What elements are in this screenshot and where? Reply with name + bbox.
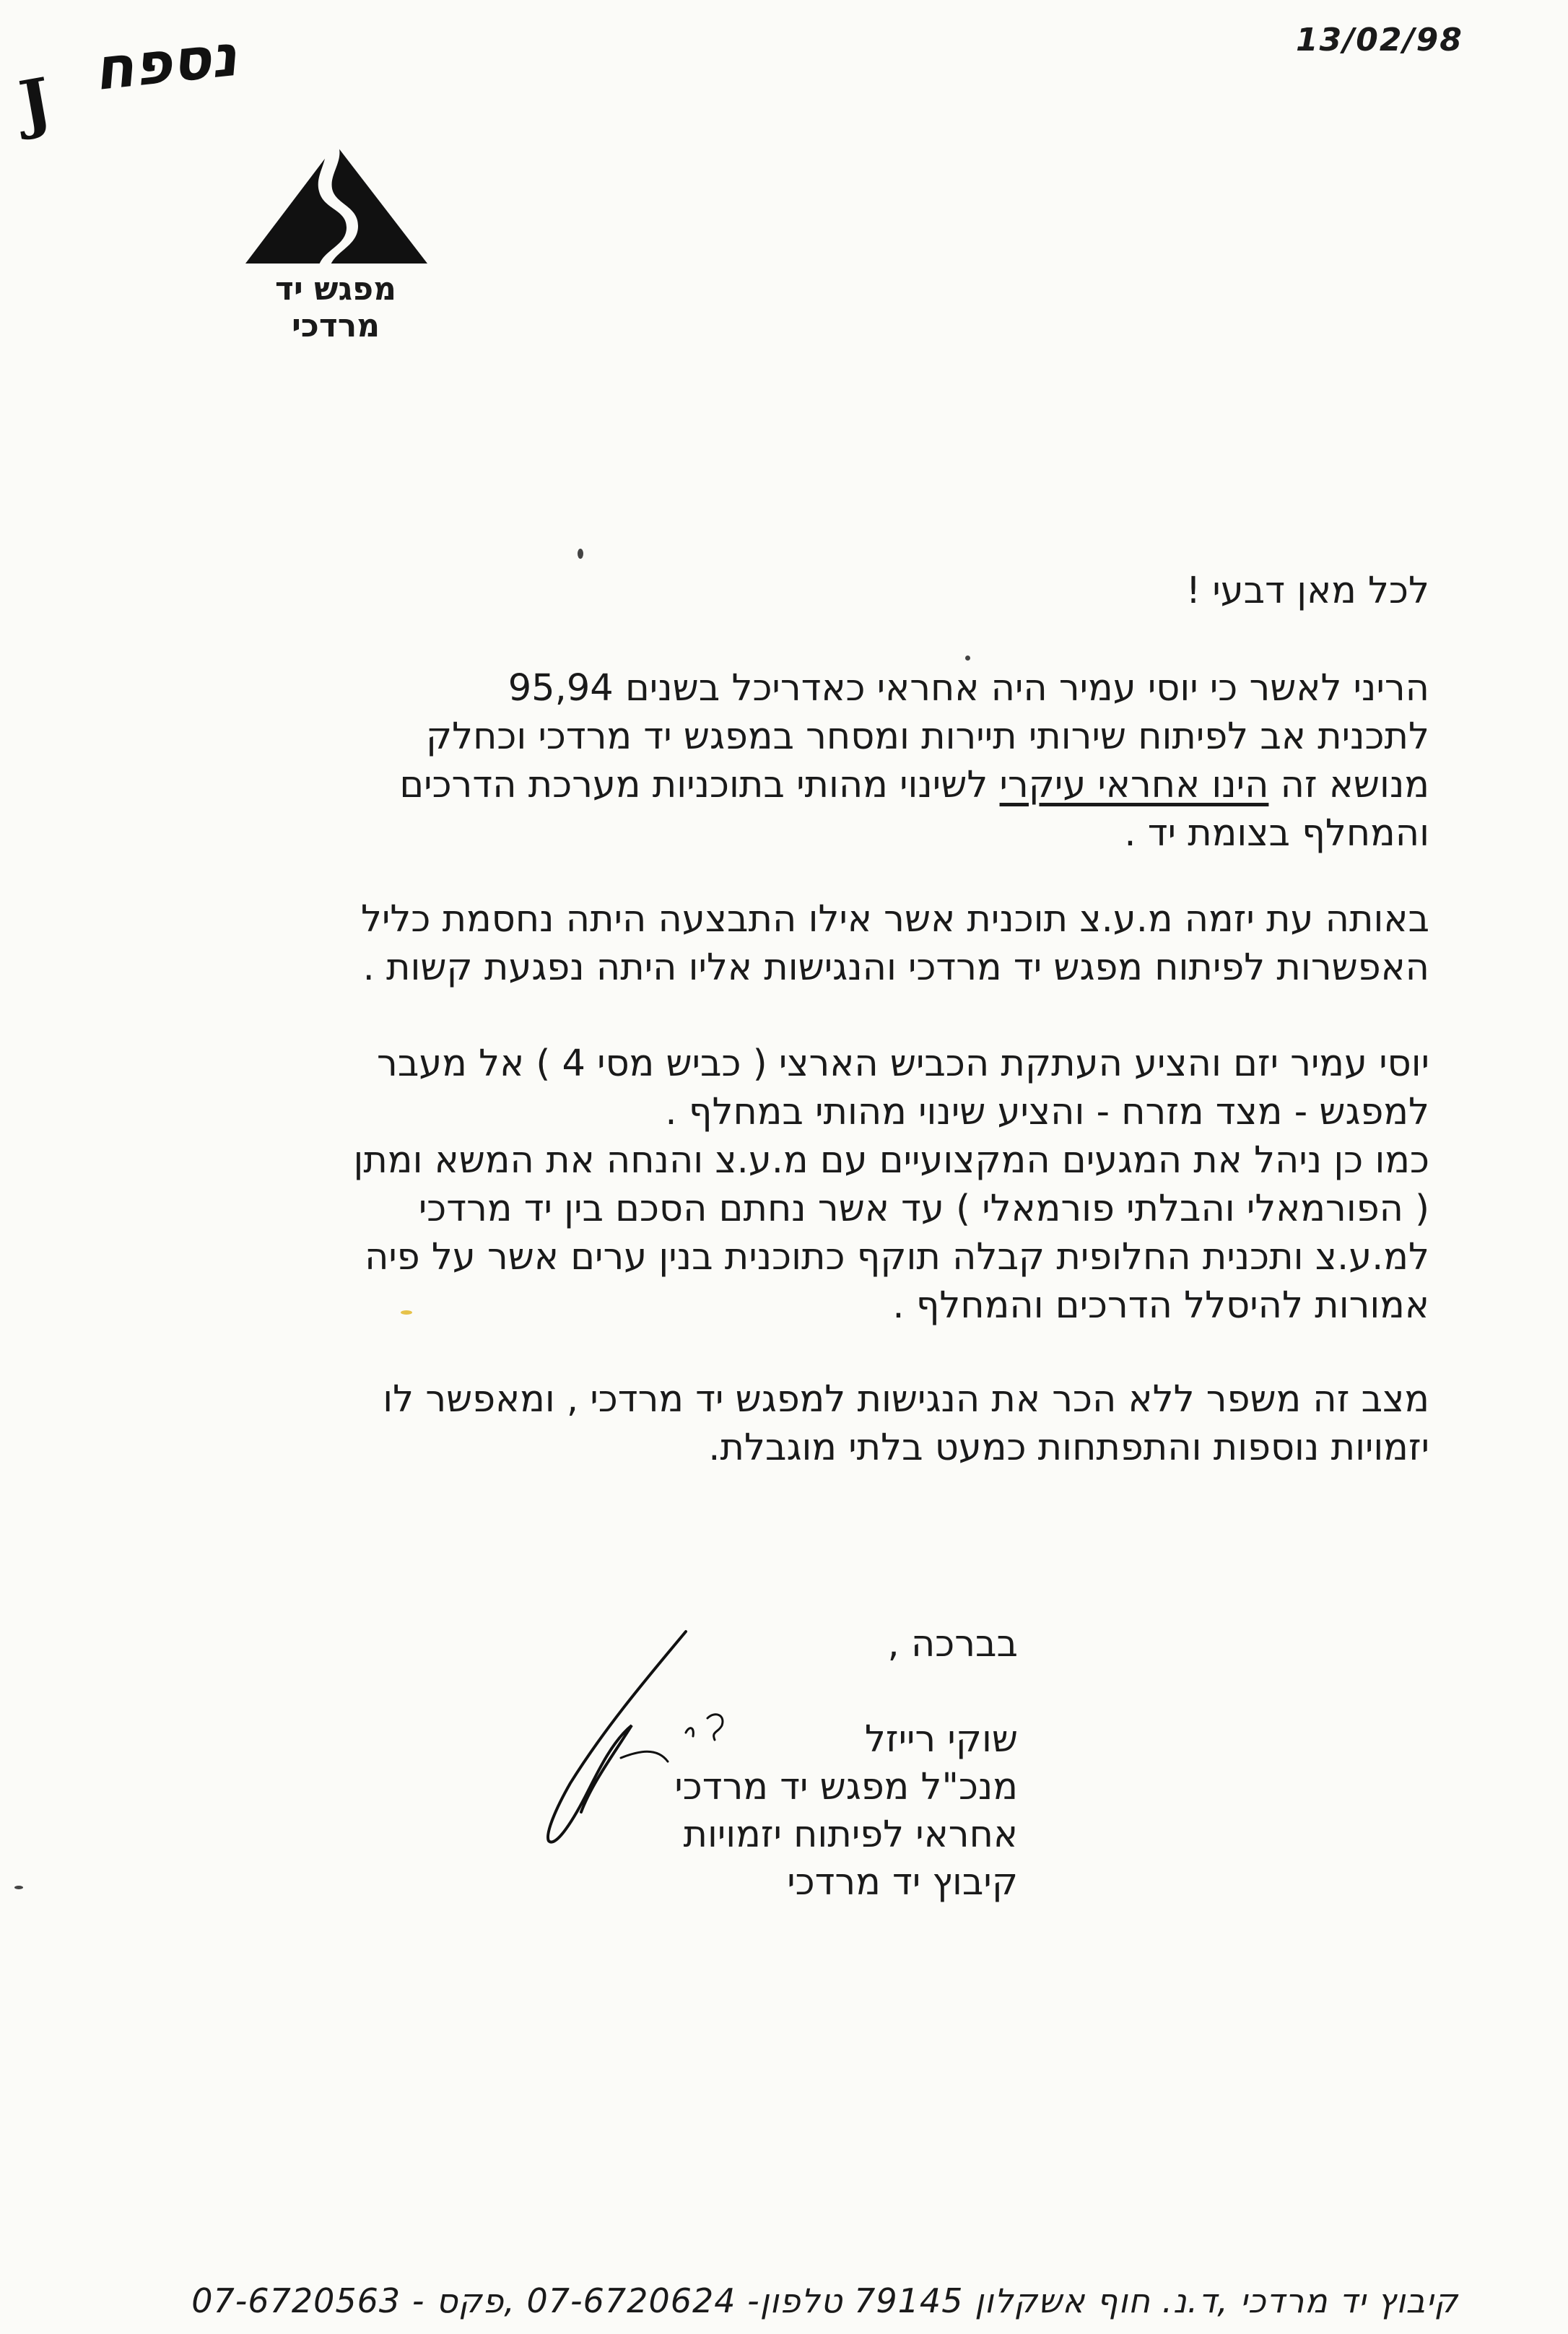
line-after: לשינוי מהותי בתוכניות מערכת הדרכים — [399, 764, 1000, 806]
signer-title: מנכ"ל מפגש יד מרדכי — [674, 1766, 1018, 1808]
signer-name: שוקי רייזל — [864, 1718, 1018, 1761]
handwritten-signature — [505, 1617, 736, 1855]
triangle-logo-icon — [238, 141, 433, 271]
paragraph-line: כמו כן ניהל את המגעים המקצועיים עם מ.ע.צ והנחה את המשא ומתן — [353, 1139, 1429, 1182]
paragraph-line: יזמויות נוספות והתפתחות כמעט בלתי מוגבלת. — [708, 1427, 1429, 1469]
footer-address: קיבוץ יד מרדכי ,ד.נ. חוף אשקלון 79145 טלפון- 07-6720624 ,פקס - 07-6720563 — [191, 2281, 1458, 2320]
paragraph-line: למפגש - מצד מזרח - והציע שינוי מהותי במחלף . — [665, 1091, 1429, 1133]
line-before: מנושא זה — [1268, 764, 1429, 806]
paragraph-4 — [217, 1375, 1429, 1472]
annex-label: נספח — [90, 21, 240, 104]
annex-mark — [14, 14, 240, 142]
greeting: לכל מאן דבעי ! — [1185, 570, 1429, 612]
scan-speck — [14, 1886, 23, 1889]
paragraph-line: האפשרות לפיתוח מפגש יד מרדכי והנגישות אליו היתה נפגעת קשות . — [362, 946, 1429, 989]
paragraph-line: אמורות להיסלל הדרכים והמחלף . — [892, 1284, 1429, 1327]
scan-speck — [965, 656, 970, 661]
organization-logo — [238, 141, 433, 344]
annex-letter: J — [14, 63, 57, 142]
signer-role: אחראי לפיתוח יזמויות — [683, 1813, 1018, 1856]
paragraph-line: הריני לאשר כי יוסי עמיר היה אחראי כאדריכל בשנים 95,94 — [508, 667, 1429, 710]
paragraph-line: למ.ע.צ ותכנית החלופית קבלה תוקף כתוכנית בנין ערים אשר על פיה — [365, 1236, 1429, 1279]
underlined-phrase: הינו אחראי עיקרי — [999, 764, 1269, 806]
document-date: 13/02/98 — [1296, 22, 1463, 58]
paragraph-line: ( הפורמאלי והבלתי פורמאלי ) עד אשר נחתם הסכם בין יד מרדכי — [418, 1188, 1429, 1230]
paragraph-line: מצב זה משפר ללא הכר את הנגישות למפגש יד מרדכי , ומאפשר לו — [383, 1378, 1429, 1421]
signer-organization: קיבוץ יד מרדכי — [787, 1861, 1018, 1904]
scan-speck — [578, 549, 583, 559]
paragraph-line: והמחלף בצומת יד . — [1124, 812, 1429, 855]
paragraph-2 — [217, 895, 1429, 992]
scan-speck — [401, 1310, 412, 1315]
signature-icon — [505, 1617, 736, 1855]
paragraph-line — [217, 761, 1429, 809]
paragraph-3 — [217, 1040, 1429, 1330]
paragraph-line: לתכנית אב לפיתוח שירותי תיירות ומסחר במפגש יד מרדכי וכחלק — [425, 715, 1429, 758]
salutation: בברכה , — [887, 1623, 1018, 1665]
paragraph-line: באותה עת יזמה מ.ע.צ תוכנית אשר אילו התבצעה היתה נחסמת כליל — [361, 898, 1429, 941]
logo-caption: מפגש יד מרדכי — [275, 271, 396, 344]
paragraph-1 — [217, 664, 1429, 858]
paragraph-line: יוסי עמיר יזם והציע העתקת הכביש הארצי ( כביש מסי 4 ) אל מעבר — [377, 1042, 1429, 1085]
